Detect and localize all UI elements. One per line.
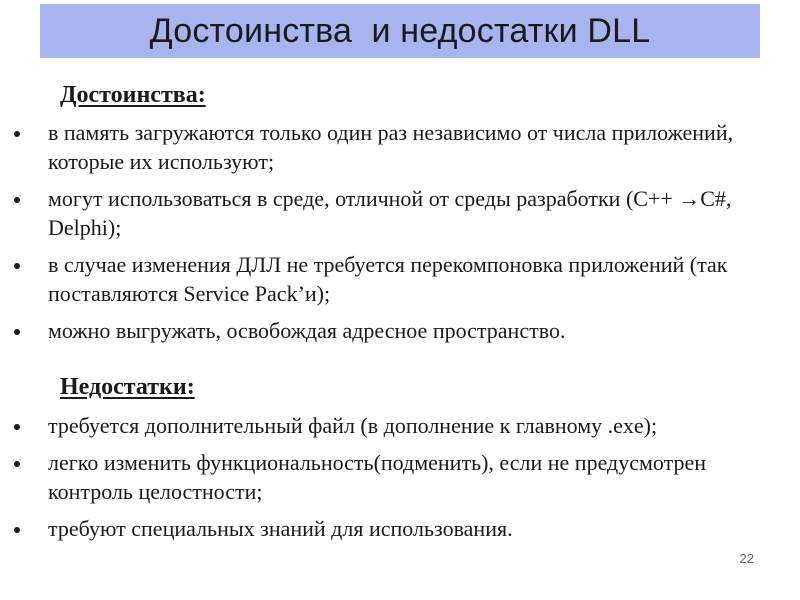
list-item-text: в память загружаются только один раз независимо от числа приложений, которые их используют; xyxy=(48,120,734,174)
list-item xyxy=(0,250,800,308)
list-item-text: требуется дополнительный файл (в дополнение к главному .exe); xyxy=(48,413,658,438)
list-item-text: могут использоваться в среде, отличной от среды разработки (С++ →C#, Delphi); xyxy=(48,186,732,240)
slide-title: Достоинства и недостатки DLL xyxy=(149,11,651,50)
list-item xyxy=(0,448,800,506)
advantages-list xyxy=(0,118,800,353)
title-bar xyxy=(40,4,760,58)
page-number: 22 xyxy=(739,551,754,566)
bullet-icon xyxy=(14,527,20,533)
list-item-text: требуют специальных знаний для использования. xyxy=(48,516,513,541)
bullet-icon xyxy=(14,329,20,335)
disadvantages-list xyxy=(0,411,800,551)
list-item xyxy=(0,118,800,176)
bullet-icon xyxy=(14,263,20,269)
list-item xyxy=(0,184,800,242)
list-item-text: легко изменить функциональность(подменить), если не предусмотрен контроль целостности; xyxy=(48,450,707,504)
list-item-text: в случае изменения ДЛЛ не требуется перекомпоновка приложений (так поставляются Service Pack’и); xyxy=(48,252,728,306)
disadvantages-heading: Недостатки: xyxy=(60,374,195,400)
list-item-text: можно выгружать, освобождая адресное пространство. xyxy=(48,318,566,343)
bullet-icon xyxy=(14,461,20,467)
advantages-heading: Достоинства: xyxy=(60,82,206,108)
list-item xyxy=(0,316,800,345)
list-item xyxy=(0,514,800,543)
list-item xyxy=(0,411,800,440)
bullet-icon xyxy=(14,197,20,203)
bullet-icon xyxy=(14,131,20,137)
bullet-icon xyxy=(14,424,20,430)
